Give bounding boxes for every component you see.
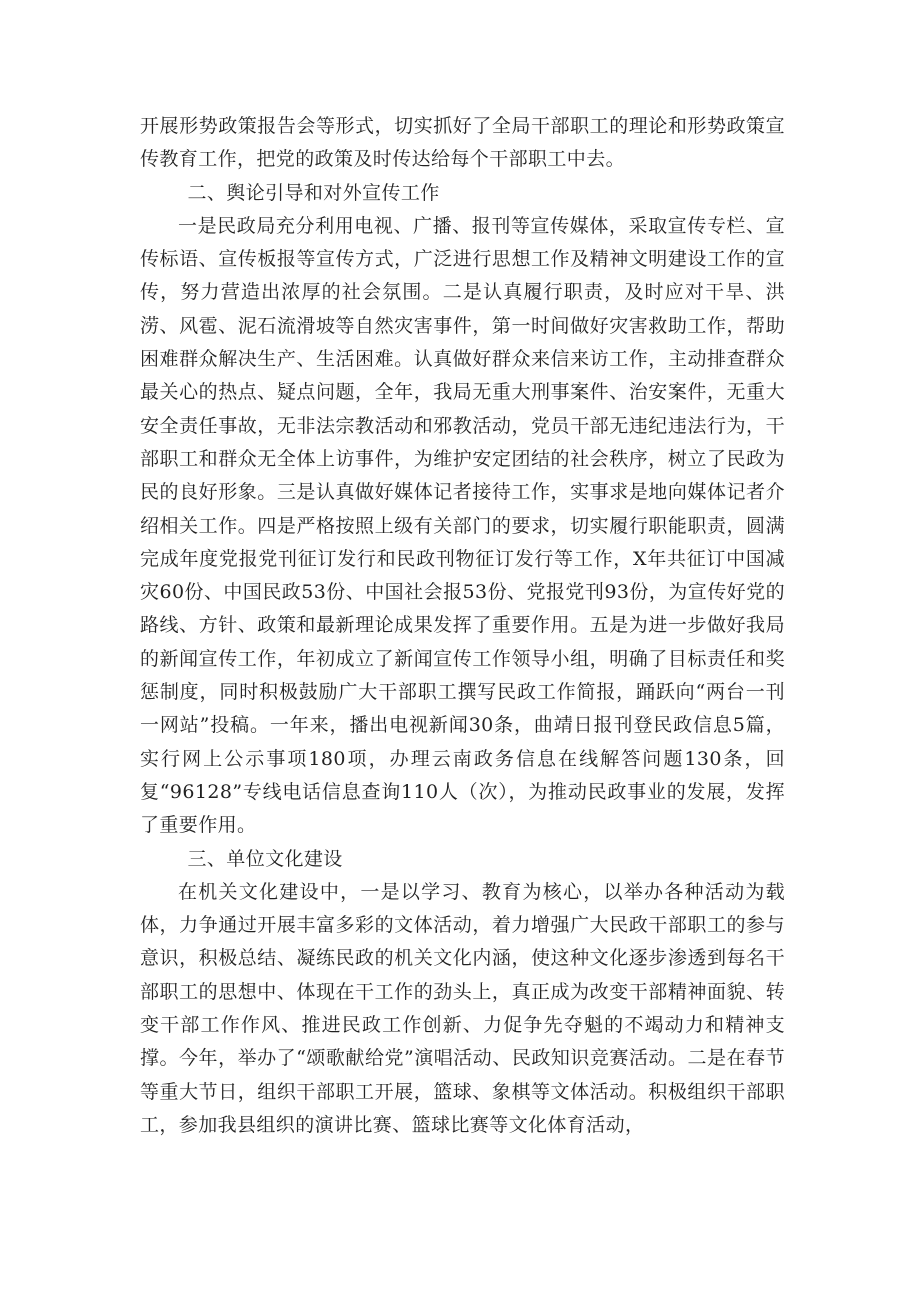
paragraph-culture: 在机关文化建设中，一是以学习、教育为核心，以举办各种活动为载体，力争通过开展丰富多彩的文体活动，着力增强广大民政干部职工的参与意识，积极总结、凝练民政的机关文化内涵，使这种文化逐步渗透到每名干部职工的思想中、体现在干工作的劲头上，真正成为改变干部精神面貌、转变干部工作作风、推进民政工作创新、力促争先夺魁的不竭动力和精神支撑。今年，举办了“颂歌献给党”演唱活动、民政知识竞赛活动。二是在春节等重大节日，组织干部职工开展，篮球、象棋等文体活动。积极组织干部职工，参加我县组织的演讲比赛、篮球比赛等文化体育活动， xyxy=(140,880,785,1136)
paragraph-public-opinion: 一是民政局充分利用电视、广播、报刊等宣传媒体，采取宣传专栏、宣传标语、宣传板报等宣传方式，广泛进行思想工作及精神文明建设工作的宣传，努力营造出浓厚的社会氛围。二是认真履行职责，及时应对干旱、洪涝、风雹、泥石流滑坡等自然灾害事件，第一时间做好灾害救助工作，帮助困难群众解决生产、生活困难。认真做好群众来信来访工作，主动排查群众最关心的热点、疑点问题，全年，我局无重大刑事案件、治安案件，无重大安全责任事故，无非法宗教活动和邪教活动，党员干部无违纪违法行为，干部职工和群众无全体上访事件，为维护安定团结的社会秩序，树立了民政为民的良好形象。三是认真做好媒体记者接待工作，实事求是地向媒体记者介绍相关工作。四是严格按照上级有关部门的要求，切实履行职能职责，圆满完成年度党报党刊征订发行和民政刊物征订发行等工作，X年共征订中国减灾60份、中国民政53份、中国社会报53份、党报党刊93份，为宣传好党的路线、方针、政策和最新理论成果发挥了重要作用。五是为进一步做好我局的新闻宣传工作，年初成立了新闻宣传工作领导小组，明确了目标责任和奖惩制度，同时积极鼓励广大干部职工撰写民政工作简报，踊跃向“两台一刊一网站”投稿。一年来，播出电视新闻30条，曲靖日报刊登民政信息5篇，实行网上公示事项180项，办理云南政务信息在线解答问题130条，回复“96128”专线电话信息查询110人（次），为推动民政事业的发展，发挥了重要作用。 xyxy=(140,214,785,837)
section-heading-2: 二、舆论引导和对外宣传工作 xyxy=(187,181,440,204)
paragraph-continued: 开展形势政策报告会等形式，切实抓好了全局干部职工的理论和形势政策宣传教育工作，把党的政策及时传达给每个干部职工中去。 xyxy=(140,115,785,171)
document-body xyxy=(140,110,785,1142)
section-heading-3: 三、单位文化建设 xyxy=(187,847,343,870)
